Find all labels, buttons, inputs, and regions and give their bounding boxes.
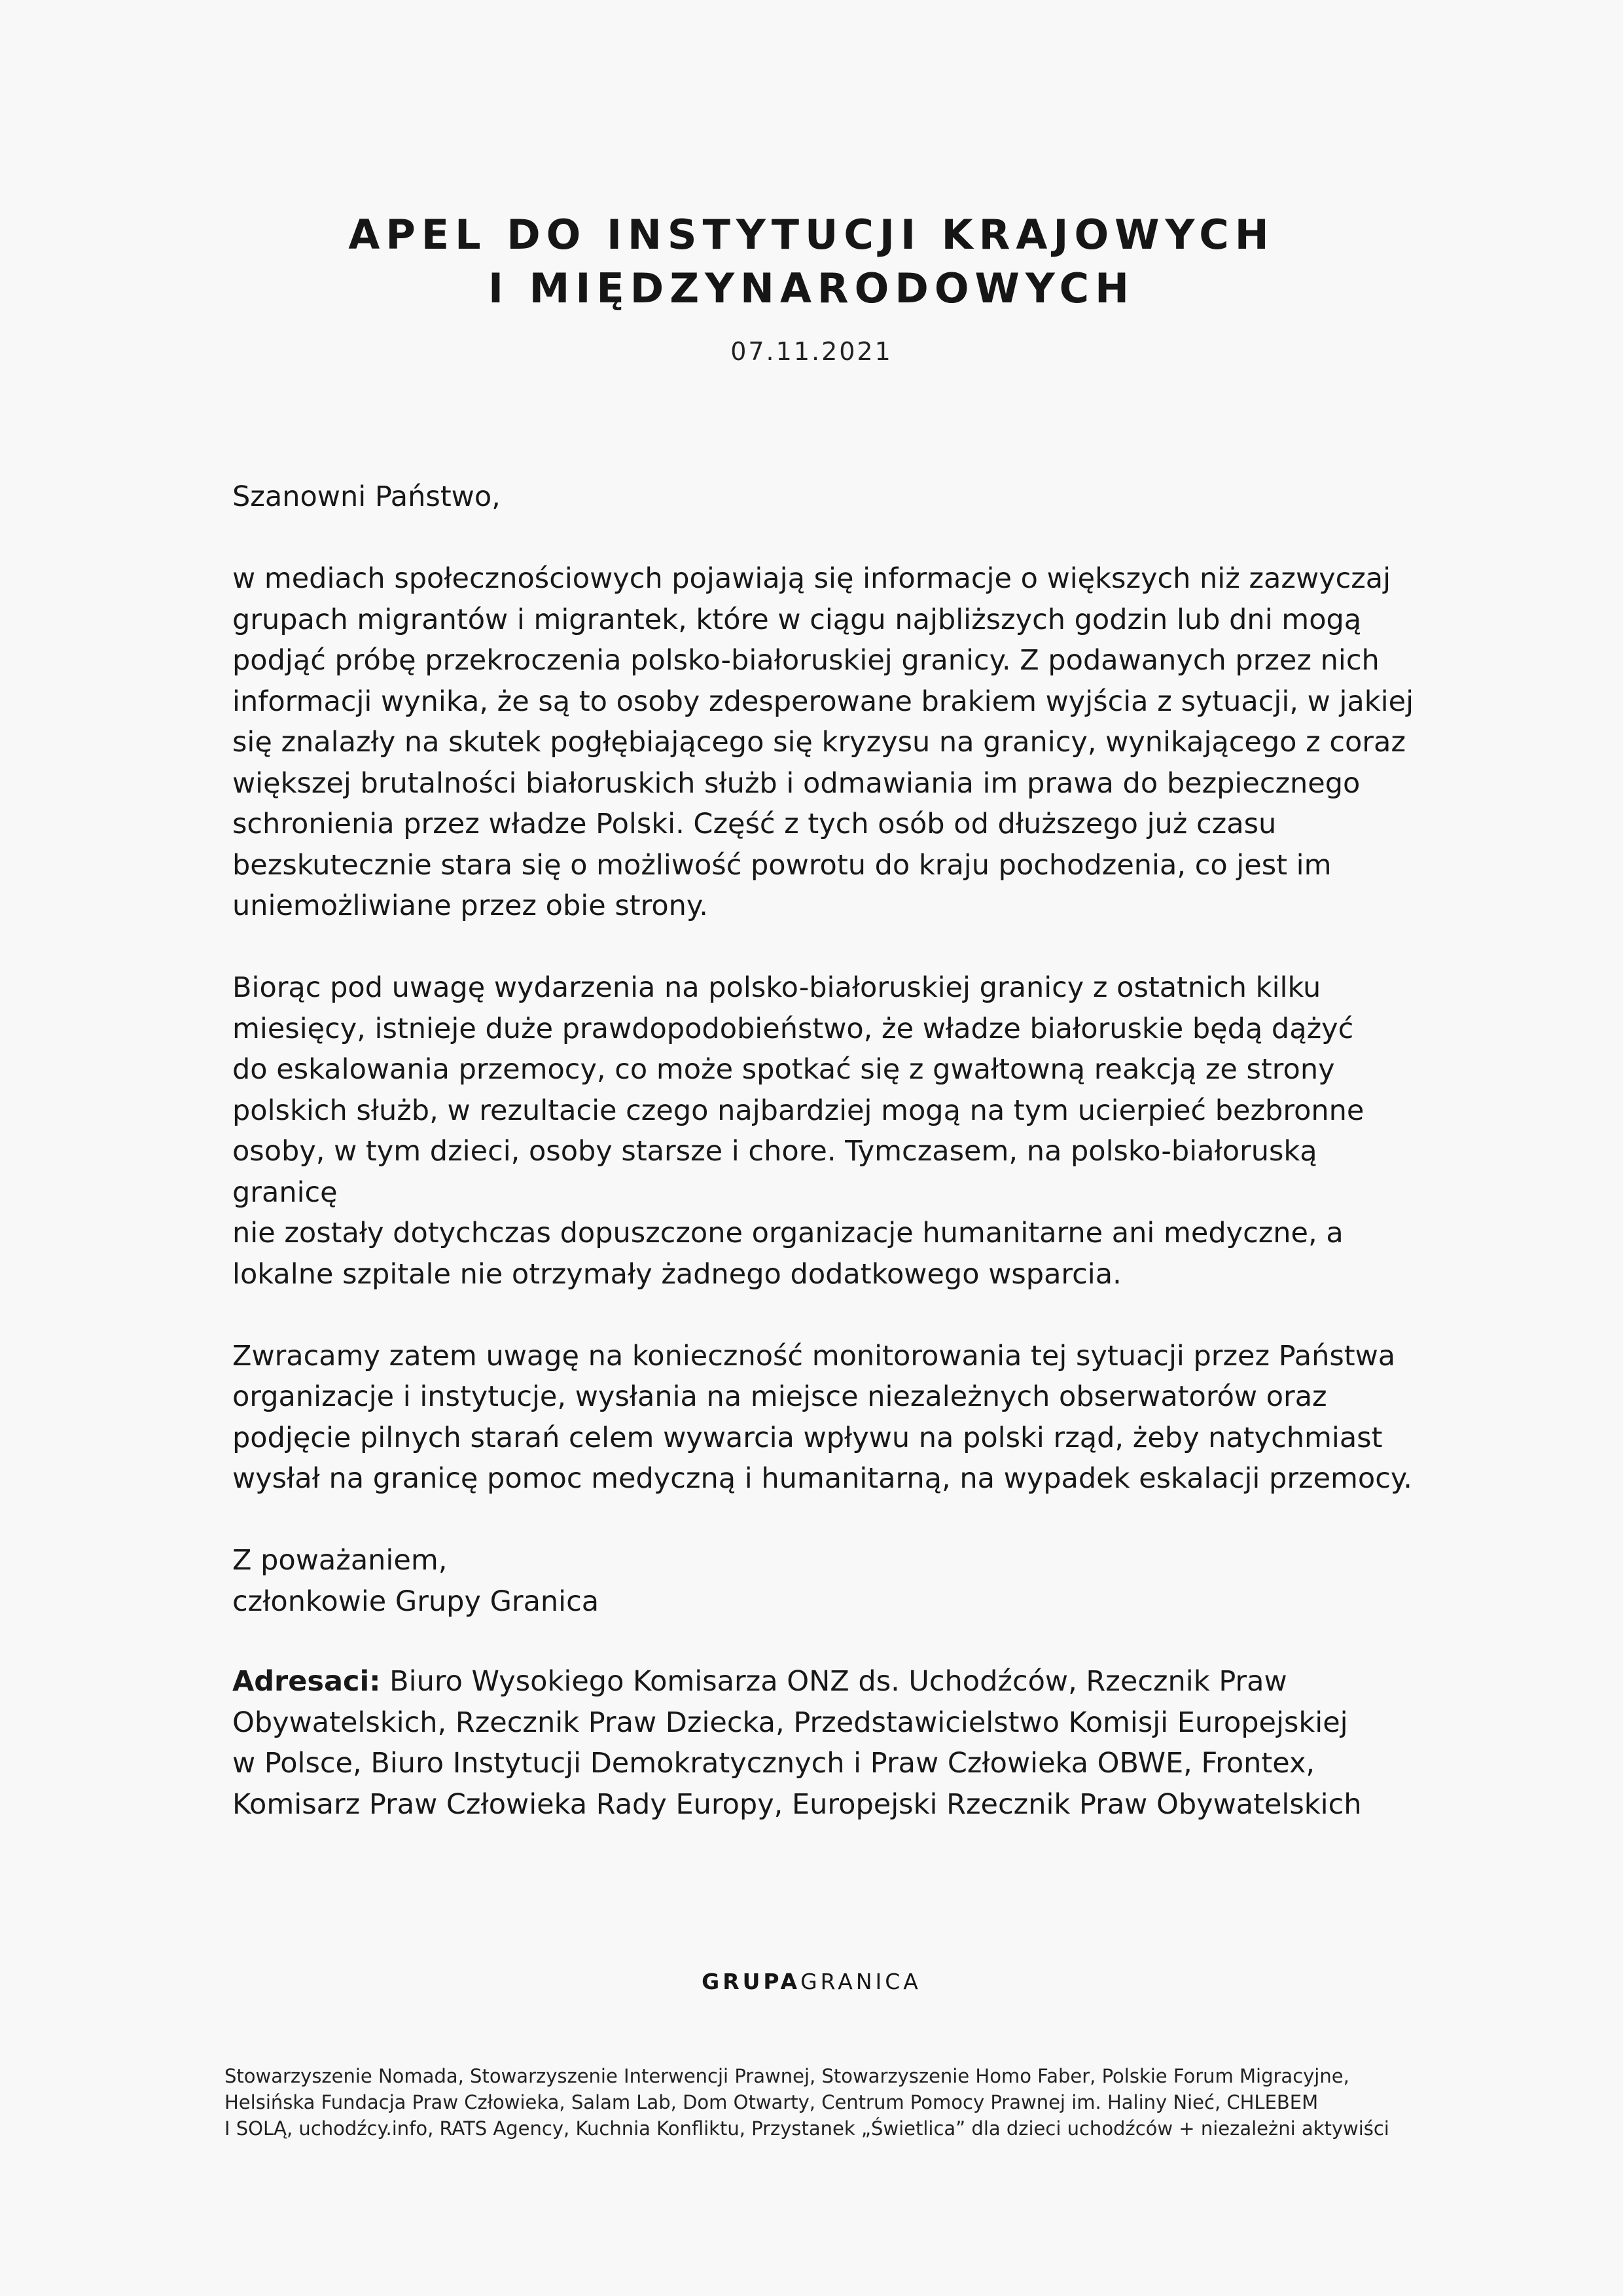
document-date: 07.11.2021 <box>730 337 893 366</box>
addressees-text: Biuro Wysokiego Komisarza ONZ ds. Uchodźców, Rzecznik Praw Obywatelskich, Rzecznik Praw Dziecka, Przedstawicielstwo Komisji Europejskiej w Polsce, Biuro Instytucji Demokratycznych i Praw Człowieka OBWE, Frontex, Komisarz Praw Człowieka Rady Europy, Europejski Rzecznik Praw Obywatelskich <box>232 1665 1362 1821</box>
letter-body <box>232 476 1423 1622</box>
paragraph-1: w mediach społecznościowych pojawiają się informacje o większych niż zazwyczaj grupach migrantów i migrantek, które w ciągu najbliższych godzin lub dni mogą podjąć próbę przekroczenia polsko-białoruskiej granicy. Z podawanych przez nich informacji wynika, że są to osoby zdesperowane brakiem wyjścia z sytuacji, w jakiej się znalazły na skutek pogłębiającego się kryzysu na granicy, wynikającego z coraz większej brutalności białoruskich służb i odmawiania im prawa do bezpiecznego schronienia przez władze Polski. Część z tych osób od dłuższego już czasu bezskutecznie stara się o możliwość powrotu do kraju pochodzenia, co jest im uniemożliwiane przez obie strony. <box>232 562 1414 922</box>
title-line-2: I MIĘDZYNARODOWYCH <box>488 264 1135 312</box>
document-title <box>0 208 1623 315</box>
title-line-1: APEL DO INSTYTUCJI KRAJOWYCH <box>348 211 1275 259</box>
addressees <box>232 1661 1423 1825</box>
closing: Z poważaniem, członkowie Grupy Granica <box>232 1544 599 1618</box>
salutation: Szanowni Państwo, <box>232 480 501 513</box>
paragraph-3: Zwracamy zatem uwagę na konieczność monitorowania tej sytuacji przez Państwa organizacje i instytucje, wysłania na miejsce niezależnych obserwatorów oraz podjęcie pilnych starań celem wywarcia wpływu na polski rząd, żeby natychmiast wysłał na granicę pomoc medyczną i humanitarną, na wypadek eskalacji przemocy. <box>232 1339 1412 1495</box>
member-organizations-footer: Stowarzyszenie Nomada, Stowarzyszenie Interwencji Prawnej, Stowarzyszenie Homo Faber, Polskie Forum Migracyjne, Helsińska Fundacja Praw Człowieka, Salam Lab, Dom Otwarty, Centrum Pomocy Prawnej im. Haliny Nieć, CHLEBEM I SOLĄ, uchodźcy.info, RATS Agency, Kuchnia Konfliktu, Przystanek „Świetlica” dla dzieci uchodźców + niezależni aktywiści <box>224 2065 1389 2140</box>
grupa-granica-logo <box>0 1969 1623 1994</box>
logo-light-part: GRANICA <box>800 1969 921 1994</box>
paragraph-2: Biorąc pod uwagę wydarzenia na polsko-białoruskiej granicy z ostatnich kilku miesięcy, istnieje duże prawdopodobieństwo, że władze białoruskie będą dążyć do eskalowania przemocy, co może spotkać się z gwałtowną reakcją ze strony polskich służb, w rezultacie czego najbardziej mogą na tym ucierpieć bezbronne osoby, w tym dzieci, osoby starsze i chore. Tymczasem, na polsko-białoruską granicę nie zostały dotychczas dopuszczone organizacje humanitarne ani medyczne, a lokalne szpitale nie otrzymały żadnego dodatkowego wsparcia. <box>232 971 1364 1291</box>
addressees-label: Adresaci: <box>232 1665 381 1698</box>
logo-bold-part: GRUPA <box>702 1969 801 1994</box>
